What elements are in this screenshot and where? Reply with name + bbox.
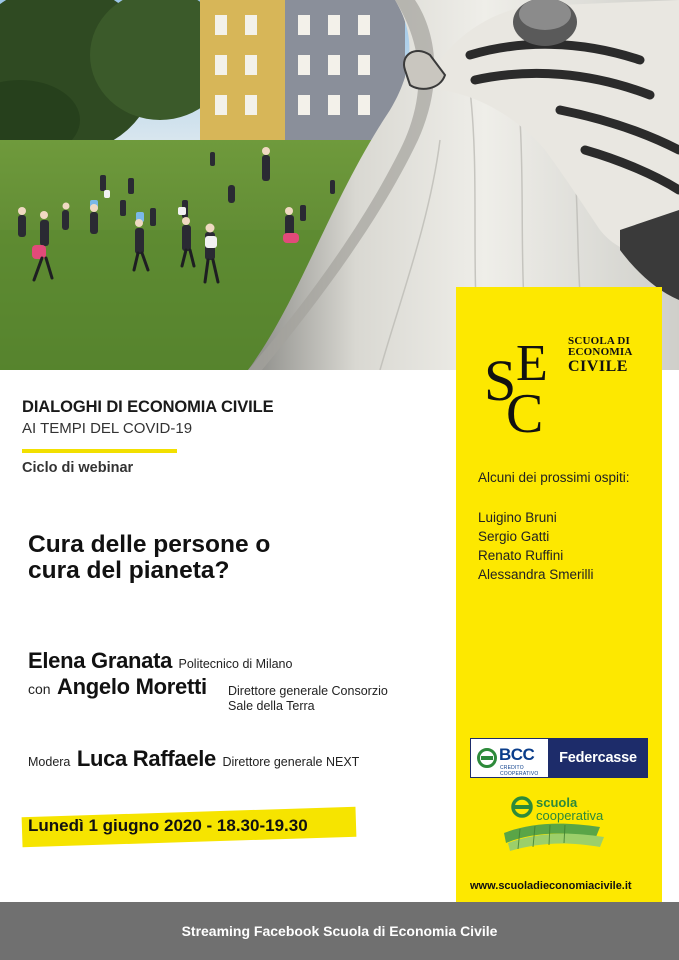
talk-title-line-2: cura del pianeta? bbox=[28, 557, 230, 584]
svg-text:C: C bbox=[506, 383, 544, 442]
guests-title: Alcuni dei prossimi ospiti: bbox=[478, 470, 630, 485]
guest-name: Renato Ruffini bbox=[478, 548, 564, 563]
moderator-prefix: Modera bbox=[28, 755, 71, 769]
guest-name: Sergio Gatti bbox=[478, 529, 550, 544]
speaker-2-prefix: con bbox=[28, 681, 51, 697]
website-url[interactable]: www.scuoladieconomiacivile.it bbox=[470, 880, 632, 892]
event-date: Lunedì 1 giugno 2020 - 18.30-19.30 bbox=[28, 816, 308, 835]
moderator-affiliation: Direttore generale NEXT bbox=[222, 755, 360, 769]
school-logo-line-1: SCUOLA DI bbox=[568, 335, 631, 347]
scuola-cooperativa-text bbox=[536, 796, 603, 822]
bcc-mark-icon bbox=[477, 748, 497, 768]
speaker-2-affiliation bbox=[228, 684, 408, 714]
speaker-1 bbox=[28, 648, 292, 674]
speaker-2-affiliation-line-2: Sale della Terra bbox=[228, 699, 315, 713]
school-logo-wordmark bbox=[568, 336, 633, 375]
bcc-text: BCC bbox=[499, 745, 535, 764]
federcasse-text: Federcasse bbox=[549, 739, 647, 777]
talk-title bbox=[28, 532, 428, 584]
talk-title-line-1: Cura delle persone o bbox=[28, 531, 271, 558]
series-title: DIALOGHI DI ECONOMIA CIVILE bbox=[22, 398, 274, 416]
guest-name: Alessandra Smerilli bbox=[478, 567, 594, 582]
bcc-subtext: CREDITO COOPERATIVO bbox=[500, 765, 539, 777]
cycle-label: Ciclo di webinar bbox=[22, 460, 134, 476]
footer-bar bbox=[0, 902, 679, 960]
speaker-1-affiliation: Politecnico di Milano bbox=[178, 657, 293, 671]
speaker-1-name: Elena Granata bbox=[28, 648, 173, 673]
bcc-logo bbox=[471, 739, 549, 777]
school-logo-line-2: ECONOMIA bbox=[568, 346, 633, 358]
coop-line-1: scuola bbox=[536, 795, 578, 810]
series-subtitle: AI TEMPI DEL COVID-19 bbox=[22, 420, 193, 437]
moderator bbox=[28, 746, 359, 772]
yellow-divider bbox=[22, 449, 177, 453]
svg-text:S: S bbox=[484, 348, 517, 413]
bcc-federcasse-logo bbox=[470, 738, 648, 778]
speaker-2 bbox=[28, 674, 207, 700]
school-logo-line-3: CIVILE bbox=[568, 358, 628, 375]
footer-text: Streaming Facebook Scuola di Economia Civile bbox=[181, 923, 498, 939]
speaker-2-name: Angelo Moretti bbox=[57, 674, 207, 699]
guest-name: Luigino Bruni bbox=[478, 510, 557, 525]
speaker-2-affiliation-line-1: Direttore generale Consorzio bbox=[228, 684, 388, 698]
svg-text:E: E bbox=[516, 335, 548, 392]
moderator-name: Luca Raffaele bbox=[76, 746, 216, 771]
coop-line-2: cooperativa bbox=[536, 808, 604, 823]
